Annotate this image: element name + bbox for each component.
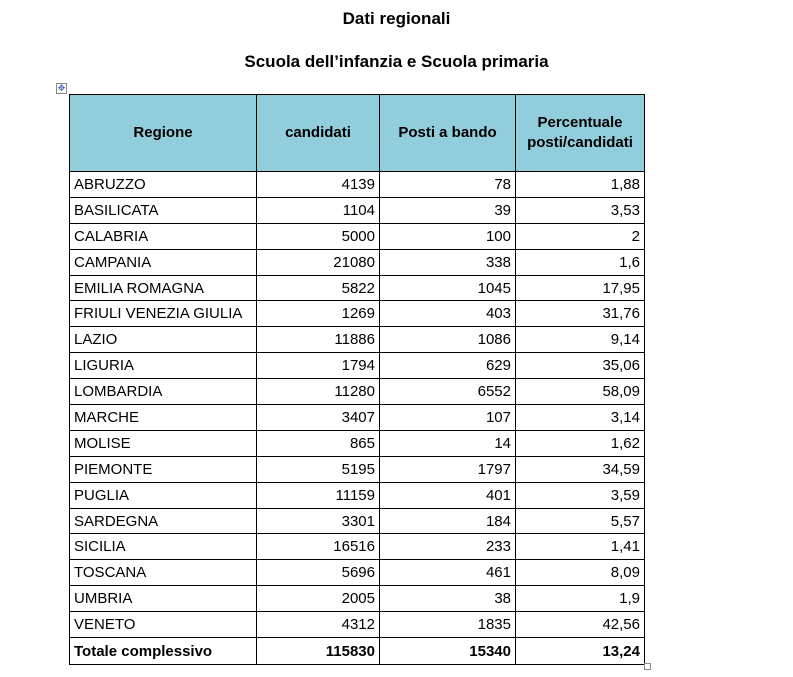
cell-candidati: 3407 xyxy=(257,405,380,431)
cell-percentuale: 17,95 xyxy=(516,275,645,301)
cell-posti: 1045 xyxy=(380,275,516,301)
cell-posti: 78 xyxy=(380,172,516,198)
cell-posti: 6552 xyxy=(380,379,516,405)
cell-posti: 14 xyxy=(380,430,516,456)
cell-candidati: 11159 xyxy=(257,482,380,508)
table-row xyxy=(70,405,645,431)
cell-regione: TOSCANA xyxy=(70,560,257,586)
table-row xyxy=(70,172,645,198)
cell-posti: 403 xyxy=(380,301,516,327)
header-regione: Regione xyxy=(70,95,257,172)
cell-posti: 107 xyxy=(380,405,516,431)
resize-handle-icon[interactable] xyxy=(644,663,651,670)
table-row xyxy=(70,534,645,560)
cell-regione: ABRUZZO xyxy=(70,172,257,198)
cell-percentuale: 31,76 xyxy=(516,301,645,327)
cell-candidati: 4312 xyxy=(257,612,380,638)
table-row xyxy=(70,275,645,301)
cell-regione: EMILIA ROMAGNA xyxy=(70,275,257,301)
cell-candidati: 3301 xyxy=(257,508,380,534)
table-row xyxy=(70,456,645,482)
cell-percentuale: 1,9 xyxy=(516,586,645,612)
header-posti-a-bando: Posti a bando xyxy=(380,95,516,172)
cell-posti: 1086 xyxy=(380,327,516,353)
table-row xyxy=(70,430,645,456)
table-row xyxy=(70,197,645,223)
cell-percentuale: 3,53 xyxy=(516,197,645,223)
cell-candidati: 1104 xyxy=(257,197,380,223)
cell-candidati: 1269 xyxy=(257,301,380,327)
cell-percentuale: 3,14 xyxy=(516,405,645,431)
cell-regione: SICILIA xyxy=(70,534,257,560)
cell-posti: 461 xyxy=(380,560,516,586)
cell-percentuale: 1,41 xyxy=(516,534,645,560)
cell-posti: 1835 xyxy=(380,612,516,638)
cell-candidati: 21080 xyxy=(257,249,380,275)
move-handle-icon[interactable]: ✥ xyxy=(57,83,66,93)
cell-candidati: 865 xyxy=(257,430,380,456)
cell-posti: 38 xyxy=(380,586,516,612)
cell-percentuale: 1,6 xyxy=(516,249,645,275)
cell-candidati: 11886 xyxy=(257,327,380,353)
cell-candidati: 2005 xyxy=(257,586,380,612)
page-subtitle: Scuola dell’infanzia e Scuola primaria xyxy=(244,52,549,71)
cell-candidati: 16516 xyxy=(257,534,380,560)
table-row xyxy=(70,223,645,249)
cell-regione: SARDEGNA xyxy=(70,508,257,534)
cell-regione: PUGLIA xyxy=(70,482,257,508)
total-percentuale: 13,24 xyxy=(516,638,645,665)
cell-regione: PIEMONTE xyxy=(70,456,257,482)
cell-regione: MARCHE xyxy=(70,405,257,431)
cell-percentuale: 9,14 xyxy=(516,327,645,353)
cell-regione: CAMPANIA xyxy=(70,249,257,275)
total-regione: Totale complessivo xyxy=(70,638,257,665)
cell-posti: 338 xyxy=(380,249,516,275)
cell-posti: 184 xyxy=(380,508,516,534)
cell-candidati: 11280 xyxy=(257,379,380,405)
cell-percentuale: 2 xyxy=(516,223,645,249)
table-row xyxy=(70,482,645,508)
regional-data-table xyxy=(69,94,645,665)
table-row xyxy=(70,301,645,327)
table-total-row xyxy=(70,638,645,665)
cell-posti: 39 xyxy=(380,197,516,223)
header-candidati: candidati xyxy=(257,95,380,172)
cell-regione: LAZIO xyxy=(70,327,257,353)
cell-regione: MOLISE xyxy=(70,430,257,456)
cell-regione: LOMBARDIA xyxy=(70,379,257,405)
cell-candidati: 4139 xyxy=(257,172,380,198)
table-row xyxy=(70,353,645,379)
cell-percentuale: 8,09 xyxy=(516,560,645,586)
table-row xyxy=(70,560,645,586)
cell-regione: FRIULI VENEZIA GIULIA xyxy=(70,301,257,327)
cell-percentuale: 1,62 xyxy=(516,430,645,456)
cell-regione: UMBRIA xyxy=(70,586,257,612)
cell-candidati: 5822 xyxy=(257,275,380,301)
table-row xyxy=(70,327,645,353)
cell-candidati: 1794 xyxy=(257,353,380,379)
table-row xyxy=(70,249,645,275)
cell-candidati: 5000 xyxy=(257,223,380,249)
cell-candidati: 5195 xyxy=(257,456,380,482)
cell-regione: CALABRIA xyxy=(70,223,257,249)
table-row xyxy=(70,508,645,534)
total-candidati: 115830 xyxy=(257,638,380,665)
cell-percentuale: 35,06 xyxy=(516,353,645,379)
cell-percentuale: 42,56 xyxy=(516,612,645,638)
cell-percentuale: 58,09 xyxy=(516,379,645,405)
cell-percentuale: 3,59 xyxy=(516,482,645,508)
table-row xyxy=(70,379,645,405)
cell-candidati: 5696 xyxy=(257,560,380,586)
header-percentuale: Percentuale posti/candidati xyxy=(516,95,645,172)
cell-posti: 401 xyxy=(380,482,516,508)
cell-posti: 100 xyxy=(380,223,516,249)
cell-posti: 629 xyxy=(380,353,516,379)
page-title: Dati regionali xyxy=(342,9,451,28)
cell-regione: LIGURIA xyxy=(70,353,257,379)
cell-percentuale: 1,88 xyxy=(516,172,645,198)
cell-regione: VENETO xyxy=(70,612,257,638)
cell-percentuale: 5,57 xyxy=(516,508,645,534)
total-posti: 15340 xyxy=(380,638,516,665)
table-row xyxy=(70,586,645,612)
table-header-row xyxy=(70,95,645,172)
cell-percentuale: 34,59 xyxy=(516,456,645,482)
table-row xyxy=(70,612,645,638)
cell-posti: 1797 xyxy=(380,456,516,482)
cell-posti: 233 xyxy=(380,534,516,560)
cell-regione: BASILICATA xyxy=(70,197,257,223)
